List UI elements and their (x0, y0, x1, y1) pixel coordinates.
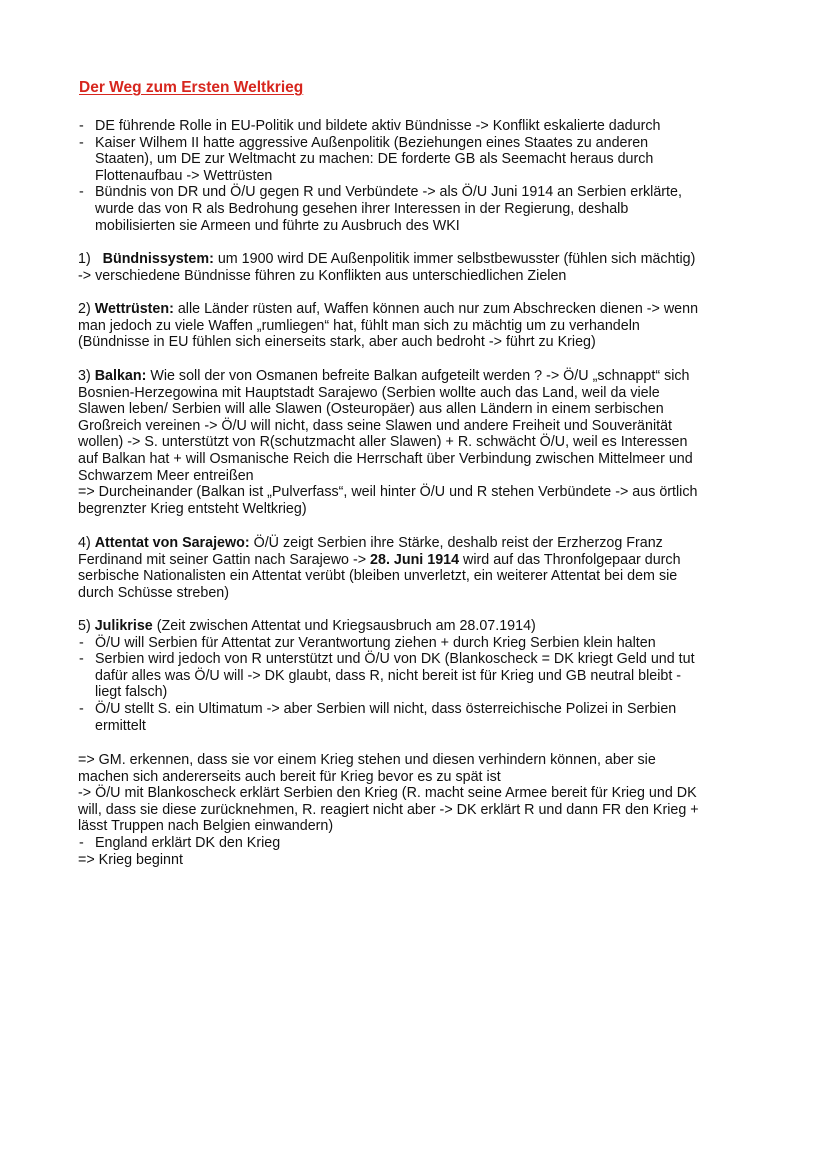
section-number: 5) (78, 618, 91, 634)
list-item: - Bündnis von DR und Ö/U gegen R und Verbündete -> als Ö/U Juni 1914 an Serbien erklärte, (79, 184, 682, 201)
list-item-continuation: mobilisierten sie Armeen und führte zu Ausbruch des WKI (95, 217, 460, 234)
list-item: - Kaiser Wilhem II hatte aggressive Außenpolitik (Beziehungen eines Staates zu anderen (79, 134, 649, 151)
section-heading: Balkan: (94, 368, 147, 384)
section-heading: Bündnissystem: (102, 251, 214, 267)
list-item: - Ö/U stellt S. ein Ultimatum -> aber Serbien will nicht, dass österreichische Polizei in Serbien (79, 700, 677, 717)
section-wettruesten: 2) Wettrüsten: alle Länder rüsten auf, Waffen können auch nur zum Abschrecken dienen -> wenn man jedoch zu viele Waffen „rumliegen“ hat, fühlt man sich zu mächtig um zu verhandeln (Bündnisse in EU fühlen sich einerseits stark, aber auch bedroht -> führt zu Krieg) (78, 301, 699, 351)
section-number: 1) (78, 251, 91, 267)
list-item-continuation: Staaten), um DE zur Weltmacht zu machen: DE forderte GB als Seemacht heraus durch (95, 151, 654, 168)
document-title: Der Weg zum Ersten Weltkrieg (79, 79, 304, 96)
list-item-continuation: liegt falsch) (95, 684, 168, 701)
bullet-dash: - (79, 634, 84, 651)
intro-bullet-list (78, 118, 758, 234)
bullet-dash: - (79, 118, 84, 134)
bullet-dash: - (79, 651, 84, 668)
section-number: 2) (78, 301, 91, 317)
list-item-continuation: ermittelt (95, 717, 146, 734)
section-balkan: 3) Balkan: Wie soll der von Osmanen befreite Balkan aufgeteilt werden ? -> Ö/U „schnappt“ sich Bosnien-Herzegowina mit Hauptstadt Sarajewo (Serbien wollte auch das Land, weil da viele Slawen leben/ Serbien will alle Slawen (Osteuropäer) aus allen Ländern in einem serbischen Großreich vereinen -> Ö/U will nicht, dass seine Slawen und andere Freiheit und Souveränität wollen) -> S. unterstützt von R(schutzmacht aller Slawen) + R. schwächt Ö/U, weil es Interessen auf Balkan hat + will Osmanische Reich die Herrschaft über Verbindung zwischen Mittelmeer und Schwarzem Meer entreißen => Durcheinander (Balkan ist „Pulverfass“, weil hinter Ö/U und R stehen Verbündete -> aus örtlich begrenzter Krieg entsteht Weltkrieg) (78, 368, 698, 517)
list-item: - England erklärt DK den Krieg (79, 834, 281, 851)
list-item-continuation: wurde das von R als Bedrohung gesehen ihrer Interessen in der Regierung, deshalb (95, 200, 629, 217)
section-heading: Attentat von Sarajewo: (94, 535, 250, 551)
closing-summary: => GM. erkennen, dass sie vor einem Krieg stehen und diesen verhindern können, aber sie machen sich andererseits auch bereit für Krieg bevor es zu spät ist -> Ö/U mit Blankoscheck erklärt Serbien den Krieg (R. macht seine Armee bereit für Krieg und DK will, dass sie diese zurücknehmen, R. reagiert nicht aber -> DK erklärt R und dann FR den Krieg + lässt Truppen nach Belgien einwandern) - England erklärt DK den Krieg => Krieg beginnt (78, 752, 758, 868)
section-heading: Wettrüsten: (94, 301, 174, 317)
list-item: - DE führende Rolle in EU-Politik und bildete aktiv Bündnisse -> Konflikt eskalierte dadurch (79, 118, 661, 134)
section-number: 4) (78, 535, 91, 551)
bullet-dash: - (79, 184, 84, 201)
section-buendnissystem: 1) Bündnissystem: um 1900 wird DE Außenpolitik immer selbstbewusster (fühlen sich mächtig) -> verschiedene Bündnisse führen zu Konflikten aus unterschiedlichen Zielen (78, 251, 696, 284)
list-item-continuation: dafür alles was Ö/U will -> DK glaubt, dass R, nicht bereit ist für Krieg und GB neutral bleibt - (95, 667, 682, 684)
list-item-continuation: Flottenaufbau -> Wettrüsten (95, 167, 273, 184)
section-attentat-sarajewo: 4) Attentat von Sarajewo: Ö/Ü zeigt Serbien ihre Stärke, deshalb reist der Erzherzog Franz Ferdinand mit seiner Gattin nach Sarajewo -> 28. Juni 1914 wird auf das Thronfolgepaar durch serbische Nationalisten ein Attentat verübt (bleiben unverletzt, ein weiterer Attentat bei dem sie durch Schüsse streben) (78, 535, 681, 601)
section-heading: Julikrise (94, 618, 153, 634)
list-item: - Ö/U will Serbien für Attentat zur Verantwortung ziehen + durch Krieg Serbien klein halten (79, 634, 656, 651)
bullet-dash: - (79, 834, 84, 851)
bullet-dash: - (79, 134, 84, 151)
list-item: - Serbien wird jedoch von R unterstützt und Ö/U von DK (Blankoscheck = DK kriegt Geld und tut (79, 651, 695, 668)
bullet-dash: - (79, 700, 84, 717)
section-number: 3) (78, 368, 91, 384)
section-julikrise: 5) Julikrise (Zeit zwischen Attentat und Kriegsausbruch am 28.07.1914) - Ö/U will Serbien für Attentat zur Verantwortung ziehen + durch Krieg Serbien klein halten - Serbien wird jedoch von R unterstützt und Ö/U von DK (Blankoscheck = DK kriegt Geld und tut dafür alles was Ö/U will -> DK glaubt, dass R, nicht bereit ist für Krieg und GB neutral bleibt - liegt falsch) - Ö/U stellt S. ein Ultimatum -> aber Serbien will nicht, dass österreichische Polizei in Serbien ermittelt (78, 618, 758, 734)
highlighted-date: 28. Juni 1914 (370, 551, 460, 568)
